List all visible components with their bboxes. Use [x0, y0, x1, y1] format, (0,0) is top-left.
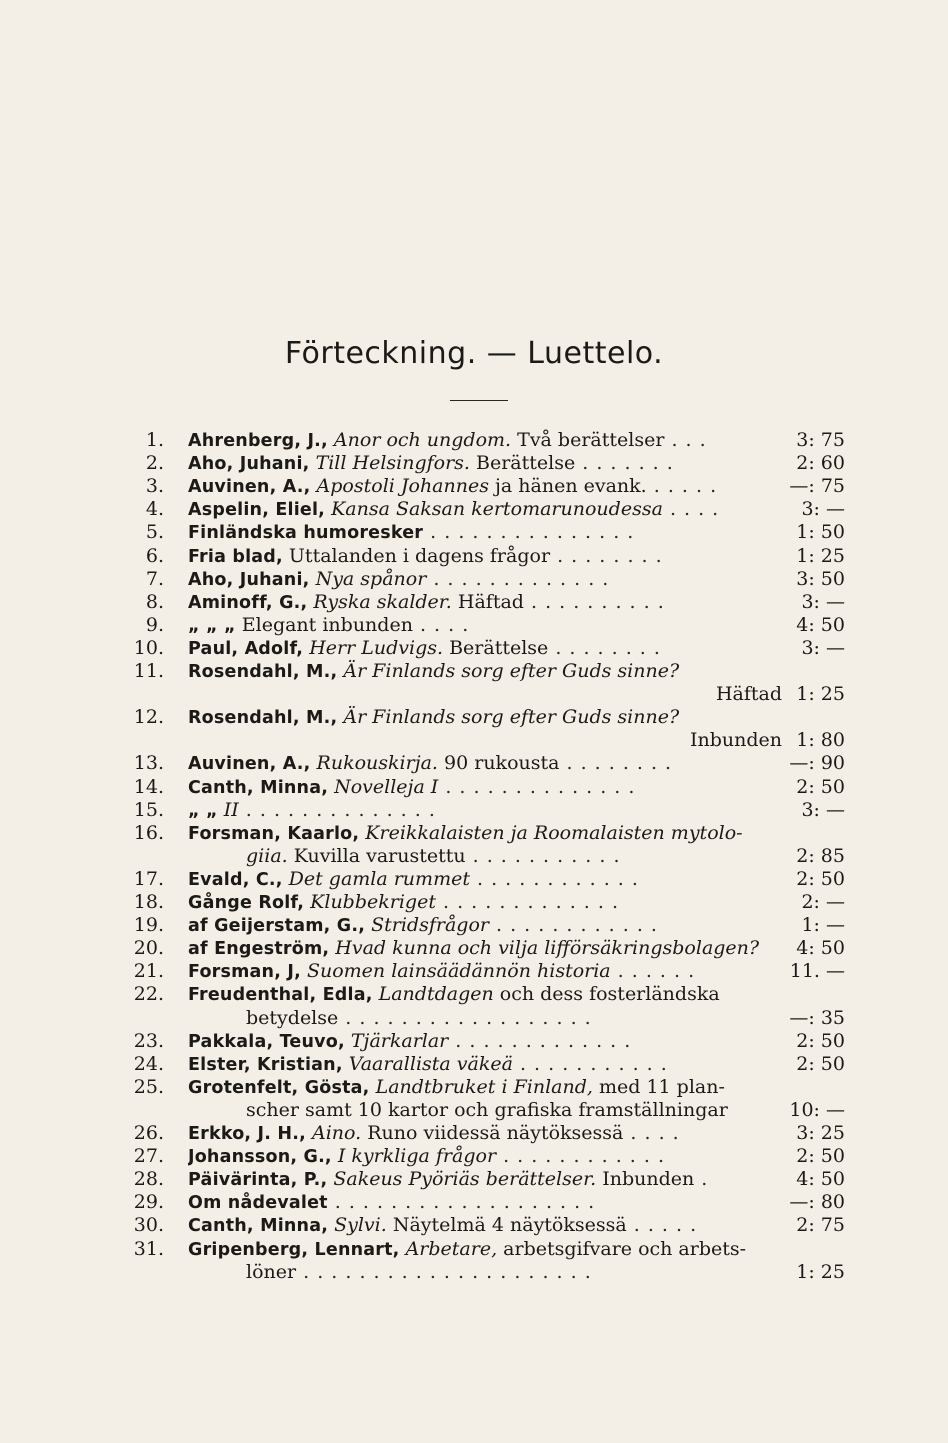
- entry-author: Aspelin, Eliel,: [188, 500, 326, 521]
- entry-author: Gånge Rolf,: [188, 893, 305, 913]
- entry-price: 2: 50: [796, 775, 845, 798]
- entry-price: —: 35: [789, 1006, 845, 1029]
- catalog-entry: [0, 451, 948, 476]
- entry-author: Finländska humoresker: [188, 523, 424, 544]
- catalog-entry: [0, 959, 948, 984]
- leader-dots: . . . . . . . . . . .: [465, 844, 621, 867]
- entry-text: [188, 1190, 782, 1216]
- entry-title: Rukouskirja.: [316, 752, 438, 775]
- leader-dots: . . . . . . . . . . .: [512, 1052, 668, 1075]
- entry-number: 15.: [133, 798, 164, 821]
- catalog-entry: [0, 1075, 948, 1100]
- entry-description: Näytelmä 4 näytöksessä: [392, 1214, 627, 1237]
- entry-number: 20.: [133, 937, 164, 960]
- entry-description: scher samt 10 kartor och grafiska framställningar: [246, 1098, 728, 1121]
- entry-author: Päivärinta, P.,: [188, 1170, 328, 1191]
- catalog-entry: [0, 1190, 948, 1215]
- entry-number: 24.: [133, 1052, 164, 1075]
- entry-author: Freudenthal, Edla,: [188, 985, 373, 1006]
- entry-text: [188, 567, 782, 593]
- entry-title: Nya spånor: [315, 567, 427, 590]
- entry-text: [188, 1052, 782, 1078]
- entry-description: Berättelse: [449, 636, 549, 659]
- entry-title: Kansa Saksan kertomarunoudessa: [331, 498, 663, 521]
- entry-title: Arbetare,: [405, 1237, 498, 1260]
- catalog-entry: [0, 1167, 948, 1192]
- entry-price: 2: —: [801, 891, 845, 913]
- catalog-entry: [0, 1098, 948, 1123]
- entry-price: 3: —: [801, 636, 845, 659]
- entry-number: 17.: [133, 867, 164, 890]
- entry-title: I kyrkliga frågor: [337, 1145, 497, 1168]
- entry-text: [188, 1144, 782, 1170]
- entry-number: 18.: [133, 891, 164, 913]
- catalog-entry: [0, 775, 948, 800]
- entry-text: [188, 520, 782, 546]
- entry-author: Erkko, J. H.,: [188, 1124, 306, 1144]
- entry-text: [188, 705, 782, 731]
- entry-author: af Engeström,: [188, 939, 330, 960]
- catalog-entry: [0, 567, 948, 592]
- catalog-entry: [0, 1052, 948, 1077]
- entry-title: Apostoli Johannes: [316, 475, 489, 498]
- leader-dots: . . . . . . . . . . . . . .: [438, 775, 636, 798]
- entry-text: [188, 544, 782, 570]
- catalog-entry: [0, 1029, 948, 1054]
- leader-dots: . . . .: [662, 498, 720, 521]
- catalog-entry: [0, 728, 948, 753]
- catalog-entry: [0, 1260, 948, 1285]
- entry-author: Rosendahl, M.,: [188, 662, 338, 682]
- entry-price: 2: 50: [796, 1145, 845, 1168]
- entry-author: Pakkala, Teuvo,: [188, 1031, 345, 1052]
- catalog-entry: [0, 890, 948, 915]
- catalog-entry: [0, 497, 948, 522]
- entry-text: [188, 959, 782, 985]
- entry-description: Häftad: [457, 590, 524, 613]
- entry-text: [188, 913, 782, 939]
- entry-description: med 11 plan-: [598, 1075, 725, 1098]
- entry-text: [188, 821, 782, 847]
- entry-title: Stridsfrågor: [371, 914, 489, 937]
- entry-author: Grotenfelt, Gösta,: [188, 1077, 370, 1098]
- entry-title: giia.: [246, 844, 288, 867]
- catalog-entry: [0, 982, 948, 1007]
- entry-text: [246, 1098, 782, 1123]
- entry-author: Canth, Minna,: [188, 777, 329, 798]
- entry-title: Novelleja I: [334, 775, 439, 798]
- leader-dots: . . . . . . . . . . . . . . . . . . . . .: [296, 1260, 592, 1283]
- entry-author: Om nådevalet: [188, 1193, 328, 1214]
- entry-text: [246, 1260, 782, 1285]
- entry-author: Johansson, G.,: [188, 1147, 332, 1168]
- entry-title: Ryska skalder.: [313, 590, 452, 613]
- entry-text: [188, 590, 782, 616]
- leader-dots: . . . . . . . . . . . . .: [435, 891, 619, 913]
- entry-number: 21.: [133, 960, 164, 983]
- entry-price: 4: 50: [796, 613, 845, 636]
- leader-dots: . . . . . .: [610, 960, 696, 983]
- entry-author: „ „ „: [188, 615, 236, 636]
- entry-title: Anor och ungdom.: [333, 429, 512, 451]
- entry-price: —: 80: [789, 1191, 845, 1214]
- entry-text: [188, 1237, 782, 1263]
- entry-number: 16.: [133, 821, 164, 844]
- leader-dots: . . . . . . . .: [548, 636, 661, 659]
- entry-number: 29.: [133, 1191, 164, 1214]
- binding-note: Inbunden: [689, 729, 782, 752]
- entry-author: „ „: [188, 800, 218, 821]
- entry-number: 31.: [133, 1237, 164, 1260]
- catalog-entry: [0, 659, 948, 684]
- entry-title: Landtdagen: [378, 983, 494, 1006]
- entry-price: 1: 50: [796, 521, 845, 544]
- entry-text: [188, 1121, 782, 1147]
- entry-number: 25.: [133, 1075, 164, 1098]
- entry-text: [188, 1213, 782, 1239]
- entry-price: 3: —: [801, 590, 845, 613]
- entry-number: 1.: [145, 429, 164, 451]
- entry-price: 1: 80: [796, 729, 845, 752]
- page-title: Förteckning. — Luettelo.: [284, 336, 664, 371]
- entry-price: 2: 50: [796, 1029, 845, 1052]
- entry-price: 4: 50: [796, 937, 845, 960]
- entry-number: 4.: [145, 498, 164, 521]
- entry-title: Landtbruket i Finland,: [375, 1075, 593, 1098]
- entry-number: 7.: [145, 567, 164, 590]
- entry-description: Uttalanden i dagens frågor: [288, 544, 551, 567]
- entry-author: Forsman, J,: [188, 962, 301, 983]
- leader-dots: . . . . . . . . . . . . . . . . . . .: [327, 1191, 596, 1214]
- entry-description: Inbunden: [602, 1168, 695, 1191]
- leader-dots: . . . . .: [626, 1214, 698, 1237]
- entry-description: och dess fosterländska: [499, 983, 720, 1006]
- entry-author: Paul, Adolf,: [188, 638, 304, 659]
- entry-text: [246, 1006, 782, 1031]
- entry-text: [188, 867, 782, 893]
- entry-title: Sylvi.: [334, 1214, 387, 1237]
- leader-dots: . . . . . . . . . . . . . . .: [423, 521, 635, 544]
- entry-number: 28.: [133, 1168, 164, 1191]
- entry-title: Är Finlands sorg efter Guds sinne?: [343, 660, 680, 682]
- entry-price: 2: 85: [796, 844, 845, 867]
- catalog-entry: [0, 798, 948, 823]
- entry-number: 14.: [133, 775, 164, 798]
- entry-number: 11.: [133, 660, 164, 682]
- leader-dots: . . . . . . .: [575, 452, 674, 475]
- entry-number: 2.: [145, 452, 164, 475]
- entry-title: Kreikkalaisten ja Roomalaisten mytolo-: [365, 821, 743, 844]
- entry-text: [188, 497, 782, 523]
- entry-description: Två berättelser: [517, 429, 665, 451]
- entry-description: 90 rukousta: [444, 752, 560, 775]
- catalog-entry: [0, 913, 948, 938]
- entry-text: [188, 613, 782, 639]
- entry-price: —: 90: [789, 752, 845, 775]
- entry-description: betydelse: [246, 1006, 339, 1029]
- entry-text: [188, 936, 782, 962]
- entry-price: 2: 60: [796, 452, 845, 475]
- entry-number: 3.: [145, 475, 164, 498]
- entry-author: Ahrenberg, J.,: [188, 431, 328, 451]
- entry-text: [188, 636, 782, 662]
- entry-price: 2: 50: [796, 1052, 845, 1075]
- entry-text: [188, 474, 782, 500]
- entry-author: Aminoff, G.,: [188, 592, 308, 613]
- entry-author: af Geijerstam, G.,: [188, 916, 366, 937]
- entry-number: 27.: [133, 1145, 164, 1168]
- entry-number: 22.: [133, 983, 164, 1006]
- entry-description: löner: [246, 1260, 297, 1283]
- catalog-entry: [0, 1006, 948, 1031]
- entry-author: Rosendahl, M.,: [188, 708, 338, 729]
- catalog-entry: [0, 936, 948, 961]
- catalog-entry: [0, 520, 948, 545]
- leader-dots: . . . . . . . . . . . . . .: [238, 798, 436, 821]
- leader-dots: . . . . . . . .: [559, 752, 673, 775]
- catalog-entry: [0, 705, 948, 730]
- catalog-entry: [0, 682, 948, 707]
- entry-description: Runo viidessä näytöksessä: [367, 1122, 624, 1144]
- entry-author: Fria blad,: [188, 546, 283, 567]
- catalog-entry: [0, 1237, 948, 1262]
- catalog-entry: [0, 544, 948, 569]
- entry-description: Kuvilla varustettu: [293, 844, 466, 867]
- entry-number: 19.: [133, 914, 164, 937]
- entry-price: 1: —: [801, 914, 845, 937]
- entry-title: Herr Ludvigs.: [309, 636, 444, 659]
- leader-dots: . . . . . . . . . . . . .: [448, 1029, 632, 1052]
- entry-number: 13.: [133, 752, 164, 775]
- entry-author: Elster, Kristian,: [188, 1054, 343, 1075]
- entry-title: Vaarallista väkeä: [348, 1052, 513, 1075]
- entry-price: 3: —: [801, 498, 845, 521]
- entry-title: II: [223, 798, 239, 821]
- entry-title: Sakeus Pyöriäs berättelser.: [333, 1168, 597, 1191]
- catalog-entry: [0, 1213, 948, 1238]
- entry-text: [188, 1167, 782, 1193]
- entry-text: [188, 1029, 782, 1055]
- leader-dots: . . . . . . . . . . . .: [496, 1145, 665, 1168]
- entry-title: Suomen lainsäädännön historia: [306, 960, 611, 983]
- entry-title: Är Finlands sorg efter Guds sinne?: [343, 706, 680, 729]
- entry-text: [188, 890, 782, 916]
- entry-author: Forsman, Kaarlo,: [188, 823, 360, 844]
- entry-price: 4: 50: [796, 1168, 845, 1191]
- leader-dots: . . . . . . . . . . . .: [469, 867, 639, 890]
- entry-author: Auvinen, A.,: [188, 754, 311, 775]
- title-rule: [450, 400, 508, 401]
- entry-title: Klubbekriget: [310, 891, 436, 913]
- catalog-entry: [0, 1121, 948, 1146]
- entry-price: 1: 25: [796, 683, 845, 706]
- entry-price: 1: 25: [796, 1260, 845, 1283]
- entry-text: [188, 982, 782, 1008]
- leader-dots: . . . . . . . . . . . . . . . . . .: [338, 1006, 592, 1029]
- leader-dots: . . . . .: [646, 475, 718, 498]
- entry-price: 2: 75: [796, 1214, 845, 1237]
- leader-dots: . . . . . . . .: [550, 544, 663, 567]
- entry-number: 8.: [145, 590, 164, 613]
- entry-price: 3: 75: [796, 429, 845, 451]
- entry-author: Aho, Juhani,: [188, 454, 310, 475]
- entry-text: [188, 751, 782, 777]
- entry-number: 26.: [133, 1122, 164, 1144]
- entry-description: arbetsgifvare och arbets-: [503, 1237, 747, 1260]
- entry-number: 9.: [145, 613, 164, 636]
- entry-price: 11. —: [789, 960, 845, 983]
- entry-text: [188, 451, 782, 477]
- leader-dots: .: [694, 1168, 709, 1191]
- entry-text: [188, 1075, 782, 1101]
- entry-text: [188, 775, 782, 801]
- entry-price: 3: —: [801, 798, 845, 821]
- entry-price: 3: 50: [796, 567, 845, 590]
- leader-dots: . . . .: [412, 613, 470, 636]
- catalog-entry: [0, 636, 948, 661]
- entry-text: [188, 659, 782, 685]
- catalog-entry: [0, 590, 948, 615]
- entry-number: 10.: [133, 636, 164, 659]
- entry-text: [188, 798, 782, 824]
- leader-dots: . . .: [664, 429, 707, 451]
- leader-dots: . . . . . . . . . .: [523, 590, 665, 613]
- entry-text: [246, 844, 782, 869]
- entry-number: 5.: [145, 521, 164, 544]
- catalog-entry: [0, 751, 948, 776]
- entry-author: Evald, C.,: [188, 869, 283, 890]
- entry-number: 23.: [133, 1029, 164, 1052]
- entry-price: 10: —: [789, 1098, 845, 1121]
- entry-author: Gripenberg, Lennart,: [188, 1239, 400, 1260]
- entry-price: —: 75: [789, 475, 845, 498]
- binding-note: Häftad: [715, 683, 782, 706]
- entry-description: Berättelse: [476, 452, 576, 475]
- entry-title: Hvad kunna och vilja lifförsäkringsbolagen?: [335, 937, 760, 960]
- catalog-entry: [0, 474, 948, 499]
- leader-dots: . . . .: [623, 1122, 680, 1144]
- catalog-entry: [0, 821, 948, 846]
- entry-title: Till Helsingfors.: [315, 452, 470, 475]
- catalog-entry: [0, 844, 948, 869]
- entry-number: 6.: [145, 544, 164, 567]
- entry-description: ja hänen evank.: [495, 475, 647, 498]
- entry-description: Elegant inbunden: [241, 613, 413, 636]
- entry-title: Aino.: [312, 1122, 362, 1144]
- entry-price: 3: 25: [796, 1122, 845, 1144]
- catalog-entry: [0, 867, 948, 892]
- entry-price: 1: 25: [796, 544, 845, 567]
- catalog-entry: [0, 613, 948, 638]
- entry-text: [188, 428, 782, 454]
- leader-dots: . . . . . . . . . . . . .: [426, 567, 610, 590]
- entry-author: Auvinen, A.,: [188, 477, 311, 498]
- entry-price: 2: 50: [796, 867, 845, 890]
- entry-author: Aho, Juhani,: [188, 569, 310, 590]
- leader-dots: . . . . . . . . . . . .: [488, 914, 658, 937]
- entry-number: 12.: [133, 706, 164, 729]
- catalog-entry: [0, 428, 948, 453]
- entry-number: 30.: [133, 1214, 164, 1237]
- entry-title: Det gamla rummet: [288, 867, 470, 890]
- catalog-entry: [0, 1144, 948, 1169]
- entry-title: Tjärkarlar: [350, 1029, 449, 1052]
- entry-author: Canth, Minna,: [188, 1216, 329, 1237]
